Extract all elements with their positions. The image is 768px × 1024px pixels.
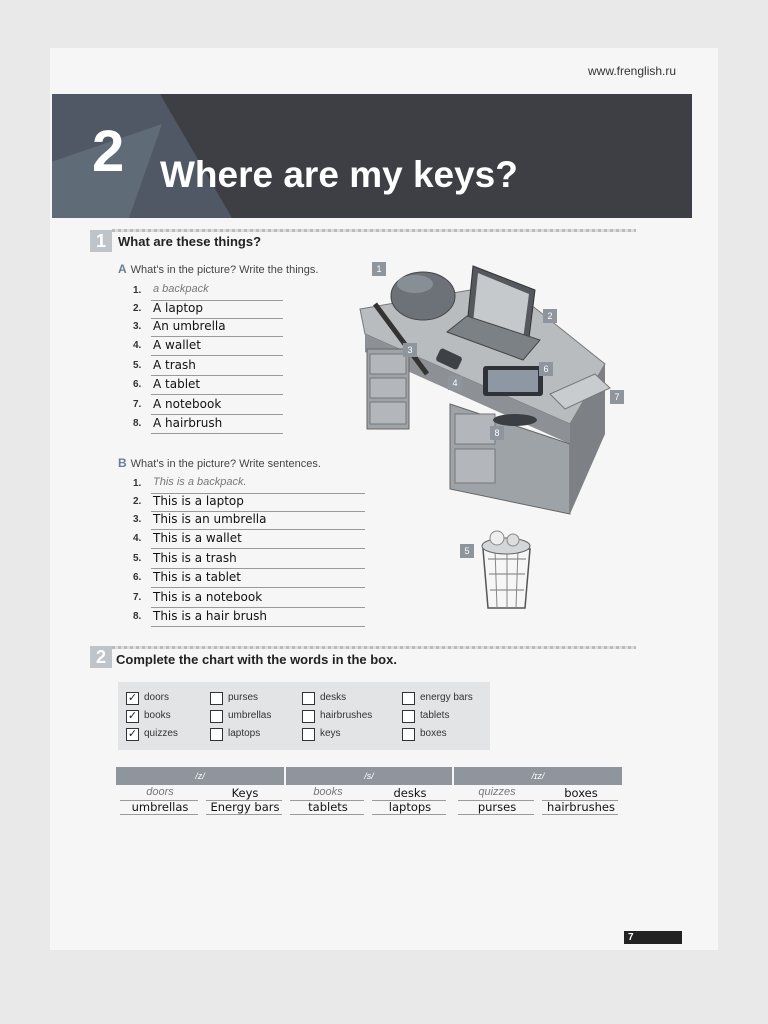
- chart-cell: books: [313, 786, 343, 798]
- part-b-text: What's in the picture? Write sentences.: [130, 458, 321, 470]
- part-a-text: What's in the picture? Write the things.: [130, 264, 319, 276]
- word-box-word: umbrellas: [228, 710, 272, 721]
- word-box-word: books: [144, 710, 171, 721]
- chart-cell[interactable]: Keys: [231, 786, 259, 800]
- part-a-answer-line: [151, 433, 283, 434]
- word-checkbox[interactable]: [302, 692, 315, 705]
- chart-cell-line: [206, 814, 282, 815]
- part-b-answer-line: [151, 587, 365, 588]
- part-b-answer-line: [151, 548, 365, 549]
- chart-cell[interactable]: tablets: [308, 800, 348, 814]
- picture-label-6: 6: [539, 362, 553, 376]
- unit-banner: [52, 94, 692, 218]
- part-a-answer-line: [151, 375, 283, 376]
- part-a-item: [133, 397, 285, 415]
- word-checkbox[interactable]: ✓: [127, 728, 138, 740]
- part-b-item: [133, 476, 367, 494]
- part-a-answer-line: [151, 336, 283, 337]
- chart-cell-line: [120, 814, 198, 815]
- section-1-title: What are these things?: [118, 234, 262, 249]
- part-b-item: [133, 512, 367, 530]
- word-box-word: quizzes: [144, 728, 178, 739]
- word-checkbox[interactable]: [210, 728, 223, 741]
- part-a-letter: A: [118, 262, 127, 276]
- word-checkbox[interactable]: [302, 728, 315, 741]
- word-checkbox[interactable]: ✓: [127, 710, 138, 722]
- part-a-answer[interactable]: A laptop: [153, 301, 203, 315]
- word-checkbox[interactable]: [210, 692, 223, 705]
- picture-label-4: 4: [448, 376, 462, 390]
- picture-label-5: 5: [460, 544, 474, 558]
- part-b-item: [133, 590, 367, 608]
- chart-cell-line: [542, 814, 618, 815]
- word-box-word: desks: [320, 692, 347, 703]
- picture-label-7: 7: [610, 390, 624, 404]
- chart-cell[interactable]: hairbrushes: [547, 800, 615, 814]
- part-a-answer-line: [151, 394, 283, 395]
- picture-label-1: 1: [372, 262, 386, 276]
- page-number: 7: [624, 931, 682, 944]
- chart-cell[interactable]: umbrellas: [131, 800, 189, 814]
- part-b-item: [133, 494, 367, 512]
- picture-label-2: 2: [543, 309, 557, 323]
- chart-cell[interactable]: boxes: [564, 786, 598, 800]
- part-b-answer-line: [151, 529, 365, 530]
- picture-label-3: 3: [403, 343, 417, 357]
- part-b-letter: B: [118, 456, 127, 470]
- chart-header-iz: /ɪz/: [454, 767, 622, 785]
- part-a-item-number: 6.: [133, 379, 142, 390]
- part-a-item-number: 1.: [133, 285, 142, 296]
- part-b-answer[interactable]: This is a tablet: [153, 570, 242, 584]
- part-b-item: [133, 609, 367, 627]
- chart-cell-line: [458, 814, 534, 815]
- part-b-item-number: 7.: [133, 592, 142, 603]
- word-checkbox[interactable]: [402, 692, 415, 705]
- part-b-answer[interactable]: This is a hair brush: [153, 609, 267, 623]
- word-checkbox[interactable]: ✓: [127, 692, 138, 704]
- part-b-item: [133, 551, 367, 569]
- chart-cell[interactable]: laptops: [388, 800, 432, 814]
- unit-number: 2: [92, 119, 125, 184]
- part-b-answer[interactable]: This is a backpack.: [153, 476, 247, 488]
- part-a-answer-line: [151, 414, 283, 415]
- chart-cell-line: [290, 814, 364, 815]
- word-box-word: keys: [320, 728, 341, 739]
- part-b-item-number: 8.: [133, 611, 142, 622]
- chart-cell: quizzes: [478, 786, 516, 798]
- part-b-answer[interactable]: This is a trash: [153, 551, 237, 565]
- part-a-item: [133, 416, 285, 434]
- section-1-badge: 1: [90, 230, 112, 252]
- part-a-answer[interactable]: A notebook: [153, 397, 222, 411]
- word-checkbox[interactable]: [402, 710, 415, 723]
- word-box-word: energy bars: [420, 692, 473, 703]
- part-a-answer[interactable]: a backpack: [153, 283, 209, 295]
- part-a-instruction: [118, 262, 318, 276]
- part-a-item: [133, 301, 285, 319]
- chart-cell-line: [372, 814, 446, 815]
- part-a-answer[interactable]: An umbrella: [153, 319, 226, 333]
- part-b-item-number: 4.: [133, 533, 142, 544]
- part-b-item-number: 5.: [133, 553, 142, 564]
- section-2-title: Complete the chart with the words in the box.: [116, 652, 397, 667]
- word-box-word: doors: [144, 692, 170, 703]
- part-a-item-number: 7.: [133, 399, 142, 410]
- word-box-word: boxes: [420, 728, 447, 739]
- part-b-answer[interactable]: This is a notebook: [153, 590, 263, 604]
- part-a-item-number: 2.: [133, 303, 142, 314]
- part-b-item-number: 6.: [133, 572, 142, 583]
- chart-cell[interactable]: Energy bars: [210, 800, 280, 814]
- part-a-item: [133, 358, 285, 376]
- part-a-item-number: 5.: [133, 360, 142, 371]
- part-a-item: [133, 338, 285, 356]
- part-a-answer[interactable]: A tablet: [153, 377, 201, 391]
- word-box-word: hairbrushes: [320, 710, 373, 721]
- part-b-item-number: 1.: [133, 478, 142, 489]
- part-a-item: [133, 377, 285, 395]
- desk-illustration: [355, 254, 630, 614]
- word-checkbox[interactable]: [402, 728, 415, 741]
- section-2-badge: 2: [90, 646, 112, 668]
- part-a-item-number: 3.: [133, 321, 142, 332]
- section-1-divider: [112, 229, 636, 232]
- part-b-answer[interactable]: This is an umbrella: [153, 512, 267, 526]
- part-b-item: [133, 570, 367, 588]
- unit-title: Where are my keys?: [160, 154, 518, 195]
- part-b-instruction: [118, 456, 321, 470]
- part-b-item: [133, 531, 367, 549]
- chart-cell[interactable]: purses: [477, 800, 517, 814]
- part-a-item: [133, 319, 285, 337]
- word-box-word: laptops: [228, 728, 261, 739]
- part-a-answer[interactable]: A wallet: [153, 338, 201, 352]
- part-a-item-number: 8.: [133, 418, 142, 429]
- part-b-item-number: 3.: [133, 514, 142, 525]
- part-b-answer[interactable]: This is a laptop: [153, 494, 244, 508]
- word-box-word: purses: [228, 692, 259, 703]
- chart-cell[interactable]: desks: [393, 786, 427, 800]
- word-box-word: tablets: [420, 710, 450, 721]
- chart-header-s: /s/: [286, 767, 452, 785]
- part-b-answer-line: [151, 626, 365, 627]
- part-a-item: [133, 283, 285, 301]
- website-url: www.frenglish.ru: [588, 64, 677, 78]
- word-checkbox[interactable]: [210, 710, 223, 723]
- chart-cell: doors: [146, 786, 174, 798]
- section-2-divider: [112, 646, 636, 649]
- part-a-answer[interactable]: A hairbrush: [153, 416, 223, 430]
- part-a-answer-line: [151, 355, 283, 356]
- chart-header-z: /z/: [116, 767, 284, 785]
- part-b-item-number: 2.: [133, 496, 142, 507]
- part-b-answer-line: [151, 568, 365, 569]
- part-b-answer[interactable]: This is a wallet: [153, 531, 242, 545]
- word-checkbox[interactable]: [302, 710, 315, 723]
- part-a-answer[interactable]: A trash: [153, 358, 196, 372]
- part-a-item-number: 4.: [133, 340, 142, 351]
- picture-label-8: 8: [490, 426, 504, 440]
- word-box: [118, 682, 490, 750]
- part-b-answer-line: [151, 607, 365, 608]
